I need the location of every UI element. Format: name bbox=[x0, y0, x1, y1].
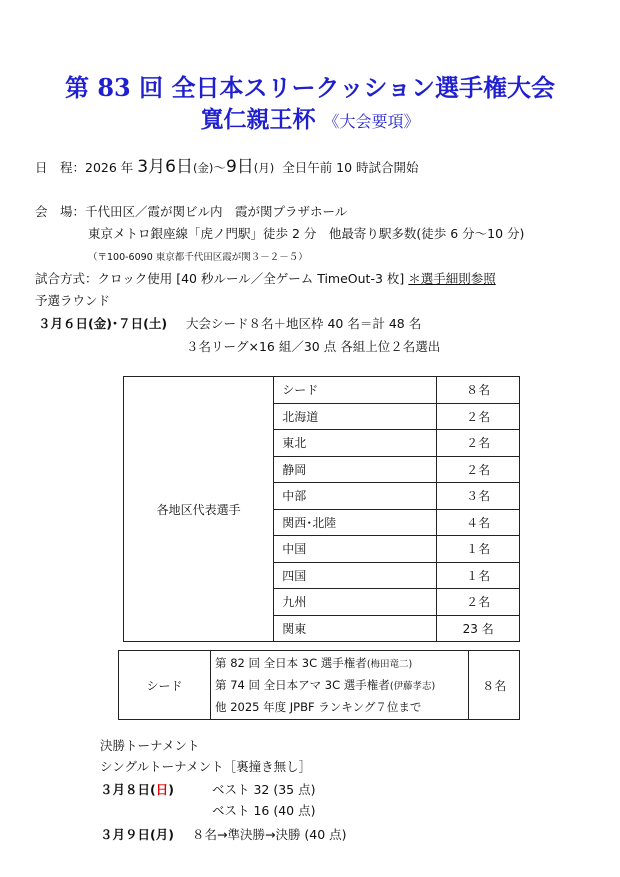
venue-address: （〒100-6090 東京都千代田区霞が関３－２－５） bbox=[88, 252, 308, 263]
seed-line2-name: (伊藤孝志) bbox=[389, 681, 436, 692]
venue-access: 東京メトロ銀座線「虎ノ門駅」徒歩 2 分 他最寄り駅多数(徒歩 6 分～10 分) bbox=[88, 226, 525, 241]
region-count: 23 名 bbox=[437, 615, 520, 642]
region-name: 静岡 bbox=[274, 456, 437, 483]
schedule-label: 日 程： bbox=[35, 160, 86, 175]
schedule-month: 3 bbox=[137, 157, 149, 177]
schedule-month-unit: 月 bbox=[148, 157, 166, 177]
qualifying-dates: ３月６日(金)･７日(土) bbox=[38, 316, 168, 331]
seed-line1: 第 82 回 全日本 3C 選手権者(梅田竜二) bbox=[215, 656, 413, 670]
region-count: ２名 bbox=[437, 456, 520, 483]
region-name: 中部 bbox=[274, 483, 437, 510]
region-count: ４名 bbox=[437, 509, 520, 536]
finals-day1-weekday: 日 bbox=[155, 782, 169, 797]
region-count: ２名 bbox=[437, 403, 520, 430]
format-label: 試合方式：クロック使用 [40 秒ルール／全ゲーム TimeOut-3 枚] bbox=[35, 271, 409, 286]
schedule-line bbox=[35, 152, 419, 177]
seed-table bbox=[118, 650, 520, 720]
seed-row bbox=[119, 651, 520, 720]
venue-label: 会 場： bbox=[35, 204, 86, 219]
region-name: 関東 bbox=[274, 615, 437, 642]
page-title: 第 83 回 全日本スリークッション選手権大会 bbox=[65, 73, 555, 102]
schedule-start-day: 6 bbox=[165, 157, 176, 177]
qualifying-heading: 予選ラウンド bbox=[35, 293, 111, 308]
qualifying-line2: ３名リーグ×16 組／30 点 各組上位２名選出 bbox=[186, 339, 441, 354]
region-count: ２名 bbox=[437, 589, 520, 616]
finals-heading: 決勝トーナメント bbox=[100, 738, 200, 753]
venue-place: 千代田区／霞が関ビル内 霞が関プラザホール bbox=[85, 204, 348, 219]
document-label: 《大会要項》 bbox=[323, 112, 420, 131]
schedule-end-day-unit: 日 bbox=[236, 157, 254, 177]
schedule-start-weekday: (金) bbox=[192, 161, 214, 175]
seed-line1-name: (梅田竜二) bbox=[366, 659, 413, 670]
region-count: １名 bbox=[437, 536, 520, 563]
region-name: 東北 bbox=[274, 430, 437, 457]
seed-count: ８名 bbox=[469, 651, 520, 720]
finals-day2-line: ８名→準決勝→決勝 (40 点) bbox=[192, 827, 347, 842]
finals-day1-date: ３月８日(日) bbox=[100, 782, 174, 797]
schedule-end-weekday: (月) bbox=[253, 161, 275, 175]
schedule-day-unit: 日 bbox=[175, 157, 193, 177]
region-name: 中国 bbox=[274, 536, 437, 563]
region-count: １名 bbox=[437, 562, 520, 589]
region-table bbox=[123, 376, 520, 642]
page-subtitle bbox=[0, 101, 620, 134]
schedule-end-day: 9 bbox=[225, 157, 237, 177]
finals-format: シングルトーナメント［裏撞き無し］ bbox=[100, 759, 312, 774]
seed-line3: 他 2025 年度 JPBF ランキング７位まで bbox=[215, 700, 422, 714]
cup-name: 寬仁親王杯 bbox=[200, 106, 316, 133]
format-line bbox=[35, 269, 496, 287]
region-category: 各地区代表選手 bbox=[124, 377, 274, 642]
finals-day2-date: ３月９日(月) bbox=[100, 827, 174, 842]
finals-day1-line2: ベスト 16 (40 点) bbox=[212, 803, 316, 818]
region-row bbox=[124, 377, 520, 404]
finals-day1-line1: ベスト 32 (35 点) bbox=[212, 782, 316, 797]
schedule-tilde: ～ bbox=[213, 160, 226, 175]
region-name: 関西･北陸 bbox=[274, 509, 437, 536]
qualifying-line1: 大会シード８名＋地区枠 40 名＝計 48 名 bbox=[186, 316, 422, 331]
region-count: ２名 bbox=[437, 430, 520, 457]
format-note: ＊選手細則参照 bbox=[408, 271, 496, 286]
region-name: 四国 bbox=[274, 562, 437, 589]
seed-category: シード bbox=[119, 651, 211, 720]
seed-line2: 第 74 回 全日本アマ 3C 選手権者(伊藤孝志) bbox=[215, 678, 436, 692]
schedule-note: 全日午前 10 時試合開始 bbox=[282, 160, 419, 175]
seed-description bbox=[211, 651, 469, 720]
region-count: ８名 bbox=[437, 377, 520, 404]
region-name: シード bbox=[274, 377, 437, 404]
venue-line bbox=[35, 202, 347, 220]
region-name: 九州 bbox=[274, 589, 437, 616]
region-count: ３名 bbox=[437, 483, 520, 510]
schedule-year: 2026 年 bbox=[85, 160, 138, 175]
region-name: 北海道 bbox=[274, 403, 437, 430]
